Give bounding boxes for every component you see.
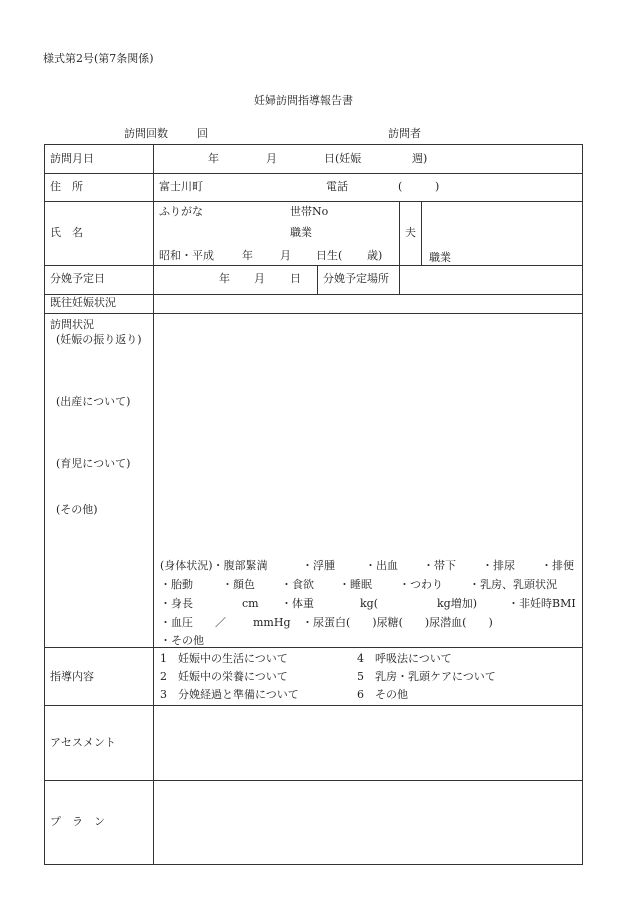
physical-weight: ・体重 [281,597,314,610]
assessment-label: アセスメント [50,736,116,749]
visit-count-unit: 回 [197,127,208,140]
physical-height: ・身長 [160,597,193,610]
birth-era: 昭和・平成 [159,249,214,262]
guidance-item-2: 2 妊娠中の栄養について [160,670,288,683]
physical-weight-unit: kg( [360,597,378,610]
row-divider [45,313,582,314]
visit-status-review: (妊娠の振り返り) [56,333,142,346]
visit-date-month: 月 [266,152,277,165]
guidance-item-3: 3 分娩経過と準備について [160,688,299,701]
physical-other: ・その他 [160,634,204,647]
phone-paren-close: ) [435,180,440,193]
physical-urination: ・排尿 [482,559,515,572]
birth-month: 月 [280,249,291,262]
occupation-label: 職業 [290,226,312,239]
row-divider [45,201,582,202]
physical-discharge: ・帯下 [423,559,456,572]
physical-height-unit: cm [242,597,259,610]
physical-sleep: ・睡眠 [339,578,372,591]
physical-bleeding: ・出血 [365,559,398,572]
address-town: 富士川町 [159,180,203,193]
physical-edema: ・浮腫 [302,559,335,572]
birth-day: 日生( [316,249,343,262]
visit-date-day-pregnancy: 日(妊娠 [324,152,362,165]
physical-morning-sickness: ・つわり [399,578,443,591]
visit-date-label: 訪問月日 [50,152,94,165]
visit-date-week: 週) [412,152,428,165]
husband-divider-left [399,201,400,265]
guidance-label: 指導内容 [50,670,94,683]
age-label: 歳) [367,249,383,262]
delivery-place-value-divider [399,265,400,294]
due-date-day: 日 [290,272,301,285]
row-divider [45,705,582,706]
birth-year: 年 [242,249,253,262]
husband-label: 夫 [405,226,416,239]
physical-fetal-movement: ・胎動 [160,578,193,591]
label-column-divider [153,145,154,864]
row-divider [45,265,582,266]
guidance-item-6: 6 その他 [357,688,408,701]
physical-breast-status: ・乳房、乳頭状況 [469,578,557,591]
visitor-label: 訪問者 [388,127,421,140]
husband-occupation-label: 職業 [429,251,451,264]
physical-weight-gain: kg増加) [437,597,477,610]
physical-complexion: ・顔色 [222,578,255,591]
address-label: 住 所 [50,180,83,193]
form-number: 様式第2号(第7条関係) [43,52,154,65]
row-divider [45,780,582,781]
guidance-item-1: 1 妊娠中の生活について [160,652,288,665]
pregnancy-history-label: 既往妊娠状況 [50,296,116,309]
physical-blood-pressure: ・血圧 [160,616,193,629]
guidance-item-4: 4 呼吸法について [357,652,452,665]
delivery-place-divider [317,265,318,294]
guidance-item-5: 5 乳房・乳頭ケアについて [357,670,496,683]
phone-paren-open: ( [398,180,403,193]
husband-divider-right [421,201,422,265]
row-divider [45,294,582,295]
delivery-place-label: 分娩予定場所 [323,272,389,285]
household-number-label: 世帯No [290,205,329,218]
name-label: 氏 名 [50,226,83,239]
visit-status-label: 訪問状況 [50,318,94,331]
physical-defecation: ・排便 [541,559,574,572]
furigana-label: ふりがな [159,205,203,218]
row-divider [45,647,582,648]
visit-date-year: 年 [208,152,219,165]
visit-count-label: 訪問回数 [124,127,168,140]
physical-bp-separator: ／ [215,616,226,629]
visit-status-childcare: (育児について) [56,457,131,470]
row-divider [45,173,582,174]
physical-appetite: ・食欲 [281,578,314,591]
plan-label: プ ラ ン [50,815,105,828]
due-date-label: 分娩予定日 [50,272,105,285]
due-date-month: 月 [254,272,265,285]
due-date-year: 年 [219,272,230,285]
page-title: 妊婦訪問指導報告書 [254,94,353,107]
physical-urine-tests: ・尿蛋白( )尿糖( )尿潜血( ) [302,616,493,629]
report-form [44,144,583,865]
physical-bp-unit: mmHg [253,616,291,629]
visit-status-birth: (出産について) [56,395,131,408]
physical-abdominal-tension: (身体状況)・腹部緊満 [160,559,268,572]
phone-label: 電話 [326,180,348,193]
physical-pre-pregnancy-bmi: ・非妊時BMI [508,597,576,610]
visit-status-other: (その他) [56,503,98,516]
